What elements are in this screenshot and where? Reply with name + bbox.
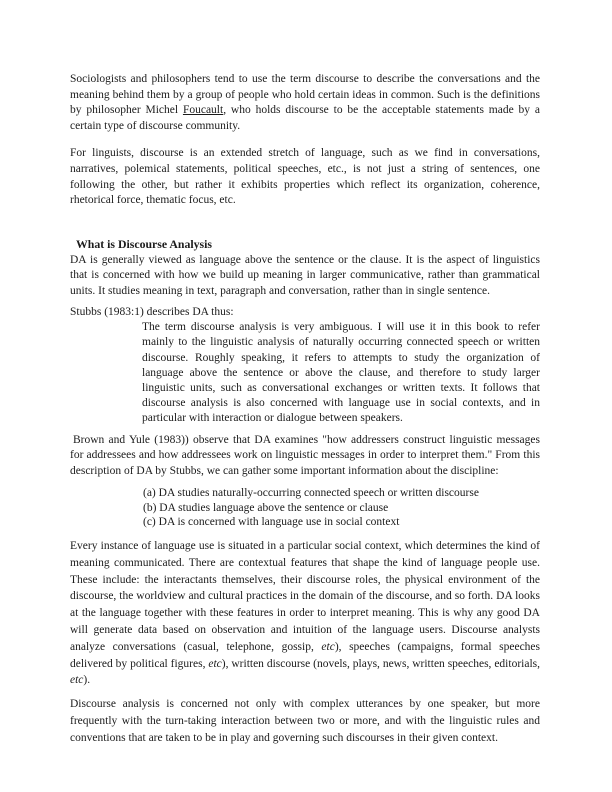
paragraph-social-context (70, 538, 540, 689)
list-item-a: (a) DA studies naturally-occurring connected speech or written discourse (143, 487, 479, 500)
etc-italic-3: etc (70, 674, 84, 687)
da-characteristics-list (143, 486, 540, 529)
paragraph-brown-and-yule: Brown and Yule (1983)) observe that DA examines "how addressers construct linguistic messages for addressees and how addressees work on linguistic messages in order to interpret them." From this description of DA by Stubbs, we can gather some important information about the discipline: (70, 433, 540, 477)
paragraph-sociologists-text-before: Sociologists and philosophers tend to use the term discourse to describe the conversations and the meaning behind them by a group of people who hold certain ideas in common. Such is the definitions by philosopher Michel (70, 73, 540, 117)
paragraph-social-context-text-1: Every instance of language use is situated in a particular social context, which determines the kind of meaning communicated. There are contextual features that shape the kind of language people use. These include: the interactants themselves, their discourse roles, the physical environment of the discourse, the worldview and cultural practices in the domain of the discourse, and so forth. DA looks at the language together with these features in order to interpret meaning. This is why any good DA will generate data based on observation and intuition of the language users. Discourse analysts analyze conversations (casual, telephone, gossip, (70, 539, 540, 653)
blockquote-stubbs-quote: The term discourse analysis is very ambiguous. I will use it in this book to refer mainly to the linguistic analysis of naturally occurring connected speech or written discourse. Roughly speaking, it refers to attempts to study the organization of language above the sentence or above the clause, and therefore to study larger linguistic units, such as conversational exchanges or written texts. It follows that discourse analysis is also concerned with language use in social contexts, and in particular with interaction or dialogue between speakers. (142, 321, 540, 425)
paragraph-social-context-text-3: ), written discourse (novels, plays, news, written speeches, editorials, (221, 657, 540, 670)
paragraph-sociologists-text-after: , who holds discourse to be the acceptable statements made by a certain type of discourse community. (70, 104, 541, 132)
foucault-underlined-name: Foucault (182, 104, 224, 117)
paragraph-sociologists (70, 72, 540, 134)
list-item-b: (b) DA studies language above the sentence or clause (143, 501, 389, 514)
paragraph-da-definition: DA is generally viewed as language above the sentence or the clause. It is the aspect of linguistics that is concerned with how we build up meaning in larger communicative, rather than grammatical units. It studies meaning in text, paragraph and conversation, rather than in single sentence. (70, 253, 540, 297)
paragraph-turn-taking: Discourse analysis is concerned not only with complex utterances by one speaker, but more frequently with the turn-taking interaction between two or more, and with the linguistic rules and conventions that are taken to be in play and governing such discourses in their given context. (70, 698, 540, 744)
list-item-c: (c) DA is concerned with language use in social context (143, 515, 400, 528)
paragraph-for-linguists: For linguists, discourse is an extended stretch of language, such as we find in conversations, narratives, polemical statements, political speeches, etc., is not just a string of sentences, one following the other, but rather it exhibits properties which reflect its organization, coherence, rhetorical force, thematic focus, etc. (70, 147, 540, 207)
section-heading-what-is-discourse-analysis: What is Discourse Analysis (76, 236, 213, 251)
etc-italic-2: etc (208, 657, 222, 670)
quote-intro-stubbs: Stubbs (1983:1) describes DA thus: (70, 305, 234, 318)
etc-italic-1: etc (321, 640, 335, 653)
paragraph-social-context-text-4: ). (83, 674, 91, 687)
paragraph-social-context-text-2: ), speeches (campaigns, formal speeches delivered by political figures, (70, 640, 540, 670)
